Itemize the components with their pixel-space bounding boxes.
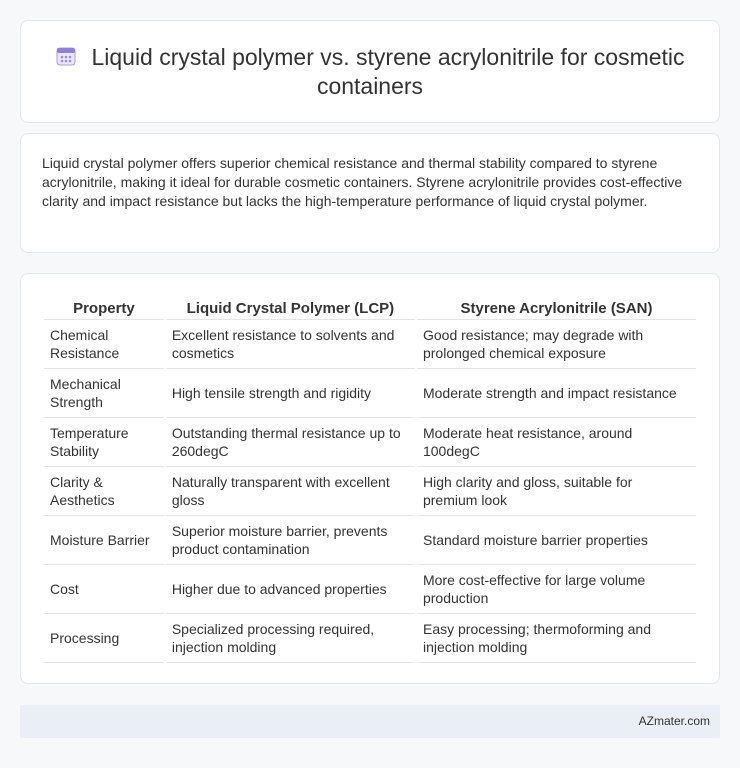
table-row [44,467,696,516]
san-cell: Moderate strength and impact resistance [417,369,696,418]
page-title-text: Liquid crystal polymer vs. styrene acrylonitrile for cosmetic containers [91,44,685,99]
table-row [44,516,696,565]
san-cell: Moderate heat resistance, around 100degC [417,418,696,467]
calendar-icon [55,45,77,67]
table-row [44,320,696,369]
property-cell: Cost [44,565,164,614]
table-row [44,614,696,663]
lcp-cell: Excellent resistance to solvents and cosmetics [166,320,415,369]
header-lcp: Liquid Crystal Polymer (LCP) [166,294,415,320]
lcp-cell: Superior moisture barrier, prevents product contamination [166,516,415,565]
summary-text: Liquid crystal polymer offers superior chemical resistance and thermal stability compared to styrene acrylonitrile, making it ideal for durable cosmetic containers. Styrene acrylonitrile provides cost-effective clarity and impact resistance but lacks the high-temperature performance of liquid crystal polymer. [42,155,683,209]
comparison-table-card [20,273,720,684]
property-cell: Clarity & Aesthetics [44,467,164,516]
table-row [44,369,696,418]
header-san: Styrene Acrylonitrile (SAN) [417,294,696,320]
lcp-cell: High tensile strength and rigidity [166,369,415,418]
san-cell: Good resistance; may degrade with prolonged chemical exposure [417,320,696,369]
table-row [44,565,696,614]
table-row [44,418,696,467]
property-cell: Moisture Barrier [44,516,164,565]
footer-bar [20,705,720,738]
title-card [20,20,720,123]
lcp-cell: Naturally transparent with excellent gloss [166,467,415,516]
property-cell: Chemical Resistance [44,320,164,369]
san-cell: Standard moisture barrier properties [417,516,696,565]
san-cell: Easy processing; thermoforming and injection molding [417,614,696,663]
san-cell: More cost-effective for large volume production [417,565,696,614]
lcp-cell: Higher due to advanced properties [166,565,415,614]
table-header-row [44,294,696,320]
property-cell: Temperature Stability [44,418,164,467]
lcp-cell: Specialized processing required, injection molding [166,614,415,663]
lcp-cell: Outstanding thermal resistance up to 260degC [166,418,415,467]
footer-brand[interactable]: AZmater.com [638,714,710,728]
comparison-table [42,294,698,663]
summary-card [20,133,720,253]
page-title [21,43,719,101]
header-property: Property [44,294,164,320]
san-cell: High clarity and gloss, suitable for premium look [417,467,696,516]
property-cell: Processing [44,614,164,663]
property-cell: Mechanical Strength [44,369,164,418]
